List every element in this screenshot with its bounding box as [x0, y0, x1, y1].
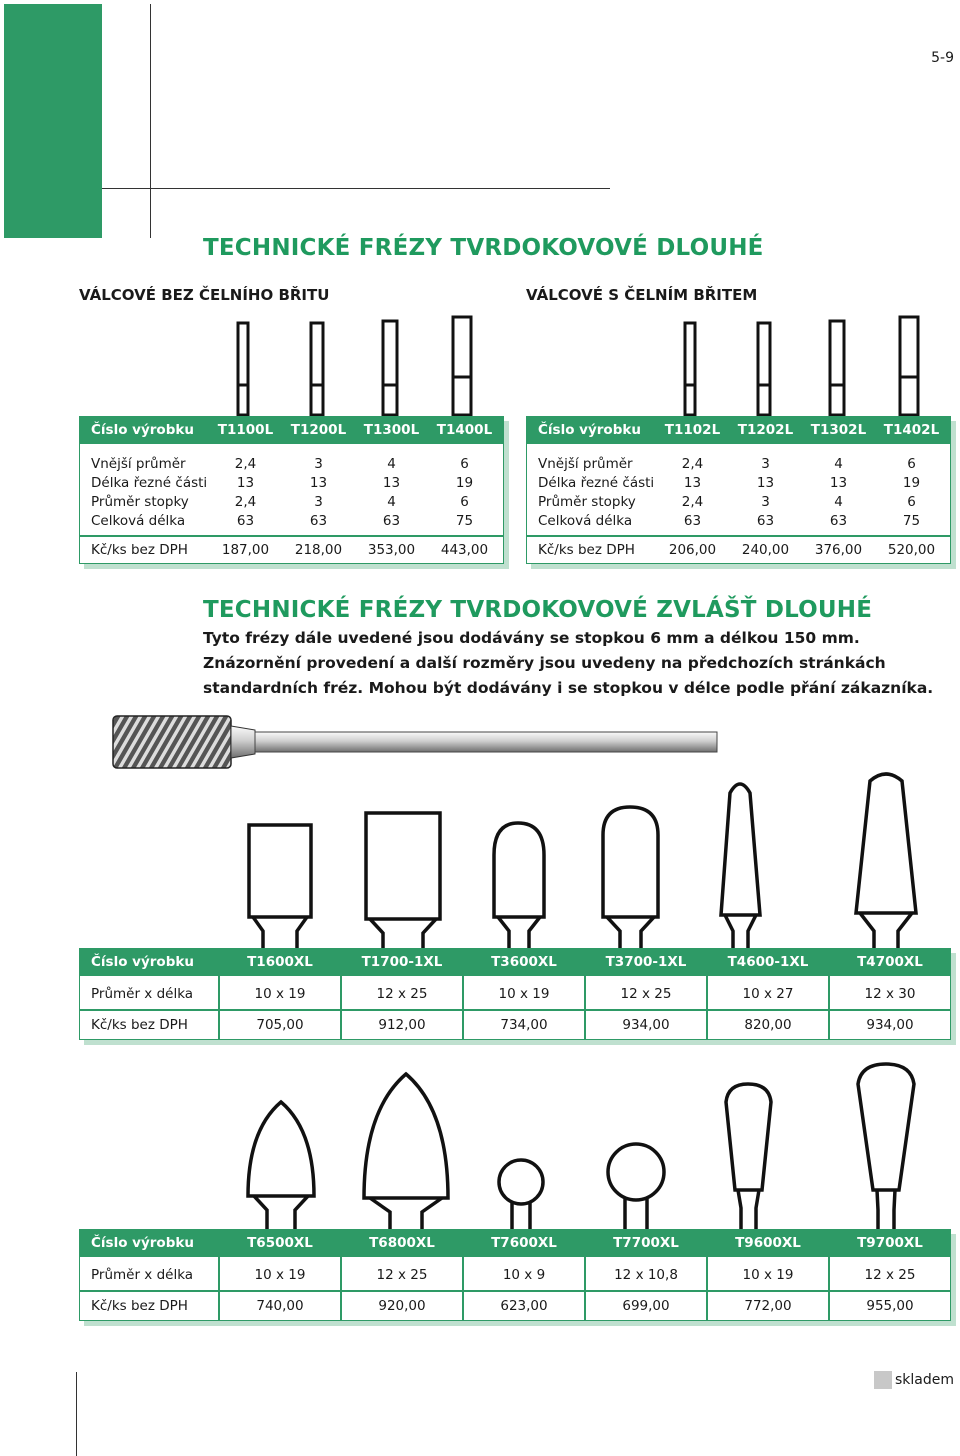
table-price-row: Kč/ks bez DPH 206,00 240,00 376,00 520,00: [538, 542, 936, 558]
header-horizontal-rule: [102, 188, 610, 189]
footer-vertical-rule: [76, 1372, 77, 1456]
table-header-row: Číslo výrobku T6500XL T6800XL T7600XL T7700XL T9600XL T9700XL: [79, 1229, 951, 1257]
table-row: Průměr stopky 2,4 3 4 6: [538, 493, 916, 510]
page-number: 5-9: [931, 50, 954, 66]
table-long-with-face: [526, 416, 951, 564]
table-row: Průměr x délka 10 x 19 12 x 25 10 x 9 12 x 10,8 10 x 19 12 x 25: [91, 1267, 916, 1283]
section2-title: TECHNICKÉ FRÉZY TVRDOKOVOVÉ ZVLÁŠŤ DLOUHÉ: [203, 597, 873, 623]
in-stock-label: skladem: [894, 1372, 954, 1388]
in-stock-swatch: [874, 1371, 892, 1389]
long-burr-illustration: [105, 712, 725, 772]
table-row: Délka řezné části 13 13 13 19: [91, 474, 474, 491]
table-xl-1: [79, 948, 951, 1040]
table-long-without-face: [79, 416, 504, 564]
table-row: Průměr stopky 2,4 3 4 6: [91, 493, 469, 510]
table-price-row: Kč/ks bez DPH 705,00 912,00 734,00 934,00 820,00 934,00: [91, 1017, 914, 1033]
cutter-illustrations-right: [667, 315, 947, 420]
corner-green-block: [4, 4, 102, 238]
table-row: Délka řezné části 13 13 13 19: [538, 474, 921, 491]
table-row: Průměr x délka 10 x 19 12 x 25 10 x 19 12 x 25 10 x 27 12 x 30: [91, 986, 916, 1002]
section2-description: Tyto frézy dále uvedené jsou dodávány se stopkou 6 mm a délkou 150 mm. Znázornění provedení a další rozměry jsou uvedeny na předchozích stránkách standardních fréz. Mohou být dodávány i se stopkou v délce podle přání zákazníka.: [203, 629, 934, 697]
table-xl-2: [79, 1229, 951, 1321]
table-row: Celková délka 63 63 63 75: [91, 512, 474, 529]
table-row: Vnější průměr 2,4 3 4 6: [91, 455, 469, 472]
table-header-row: Číslo výrobku T1600XL T1700-1XL T3600XL T3700-1XL T4600-1XL T4700XL: [79, 948, 951, 976]
table-price-row: Kč/ks bez DPH 187,00 218,00 353,00 443,00: [91, 542, 489, 558]
xl-cutters-row1: [218, 765, 958, 950]
table-header-row: Číslo výrobku T1100L T1200L T1300L T1400L: [79, 416, 504, 444]
table-row: Celková délka 63 63 63 75: [538, 512, 921, 529]
cutter-illustrations-left: [220, 315, 500, 420]
right-subtitle: VÁLCOVÉ S ČELNÍM BŘITEM: [526, 286, 758, 304]
left-subtitle: VÁLCOVÉ BEZ ČELNÍHO BŘITU: [79, 286, 330, 304]
table-header-row: Číslo výrobku T1102L T1202L T1302L T1402L: [526, 416, 951, 444]
table-price-row: Kč/ks bez DPH 740,00 920,00 623,00 699,00 772,00 955,00: [91, 1298, 914, 1314]
table-row: Vnější průměr 2,4 3 4 6: [538, 455, 916, 472]
xl-cutters-row2: [218, 1060, 958, 1230]
header-vertical-rule: [150, 4, 151, 238]
section1-title: TECHNICKÉ FRÉZY TVRDOKOVOVÉ DLOUHÉ: [203, 235, 764, 261]
